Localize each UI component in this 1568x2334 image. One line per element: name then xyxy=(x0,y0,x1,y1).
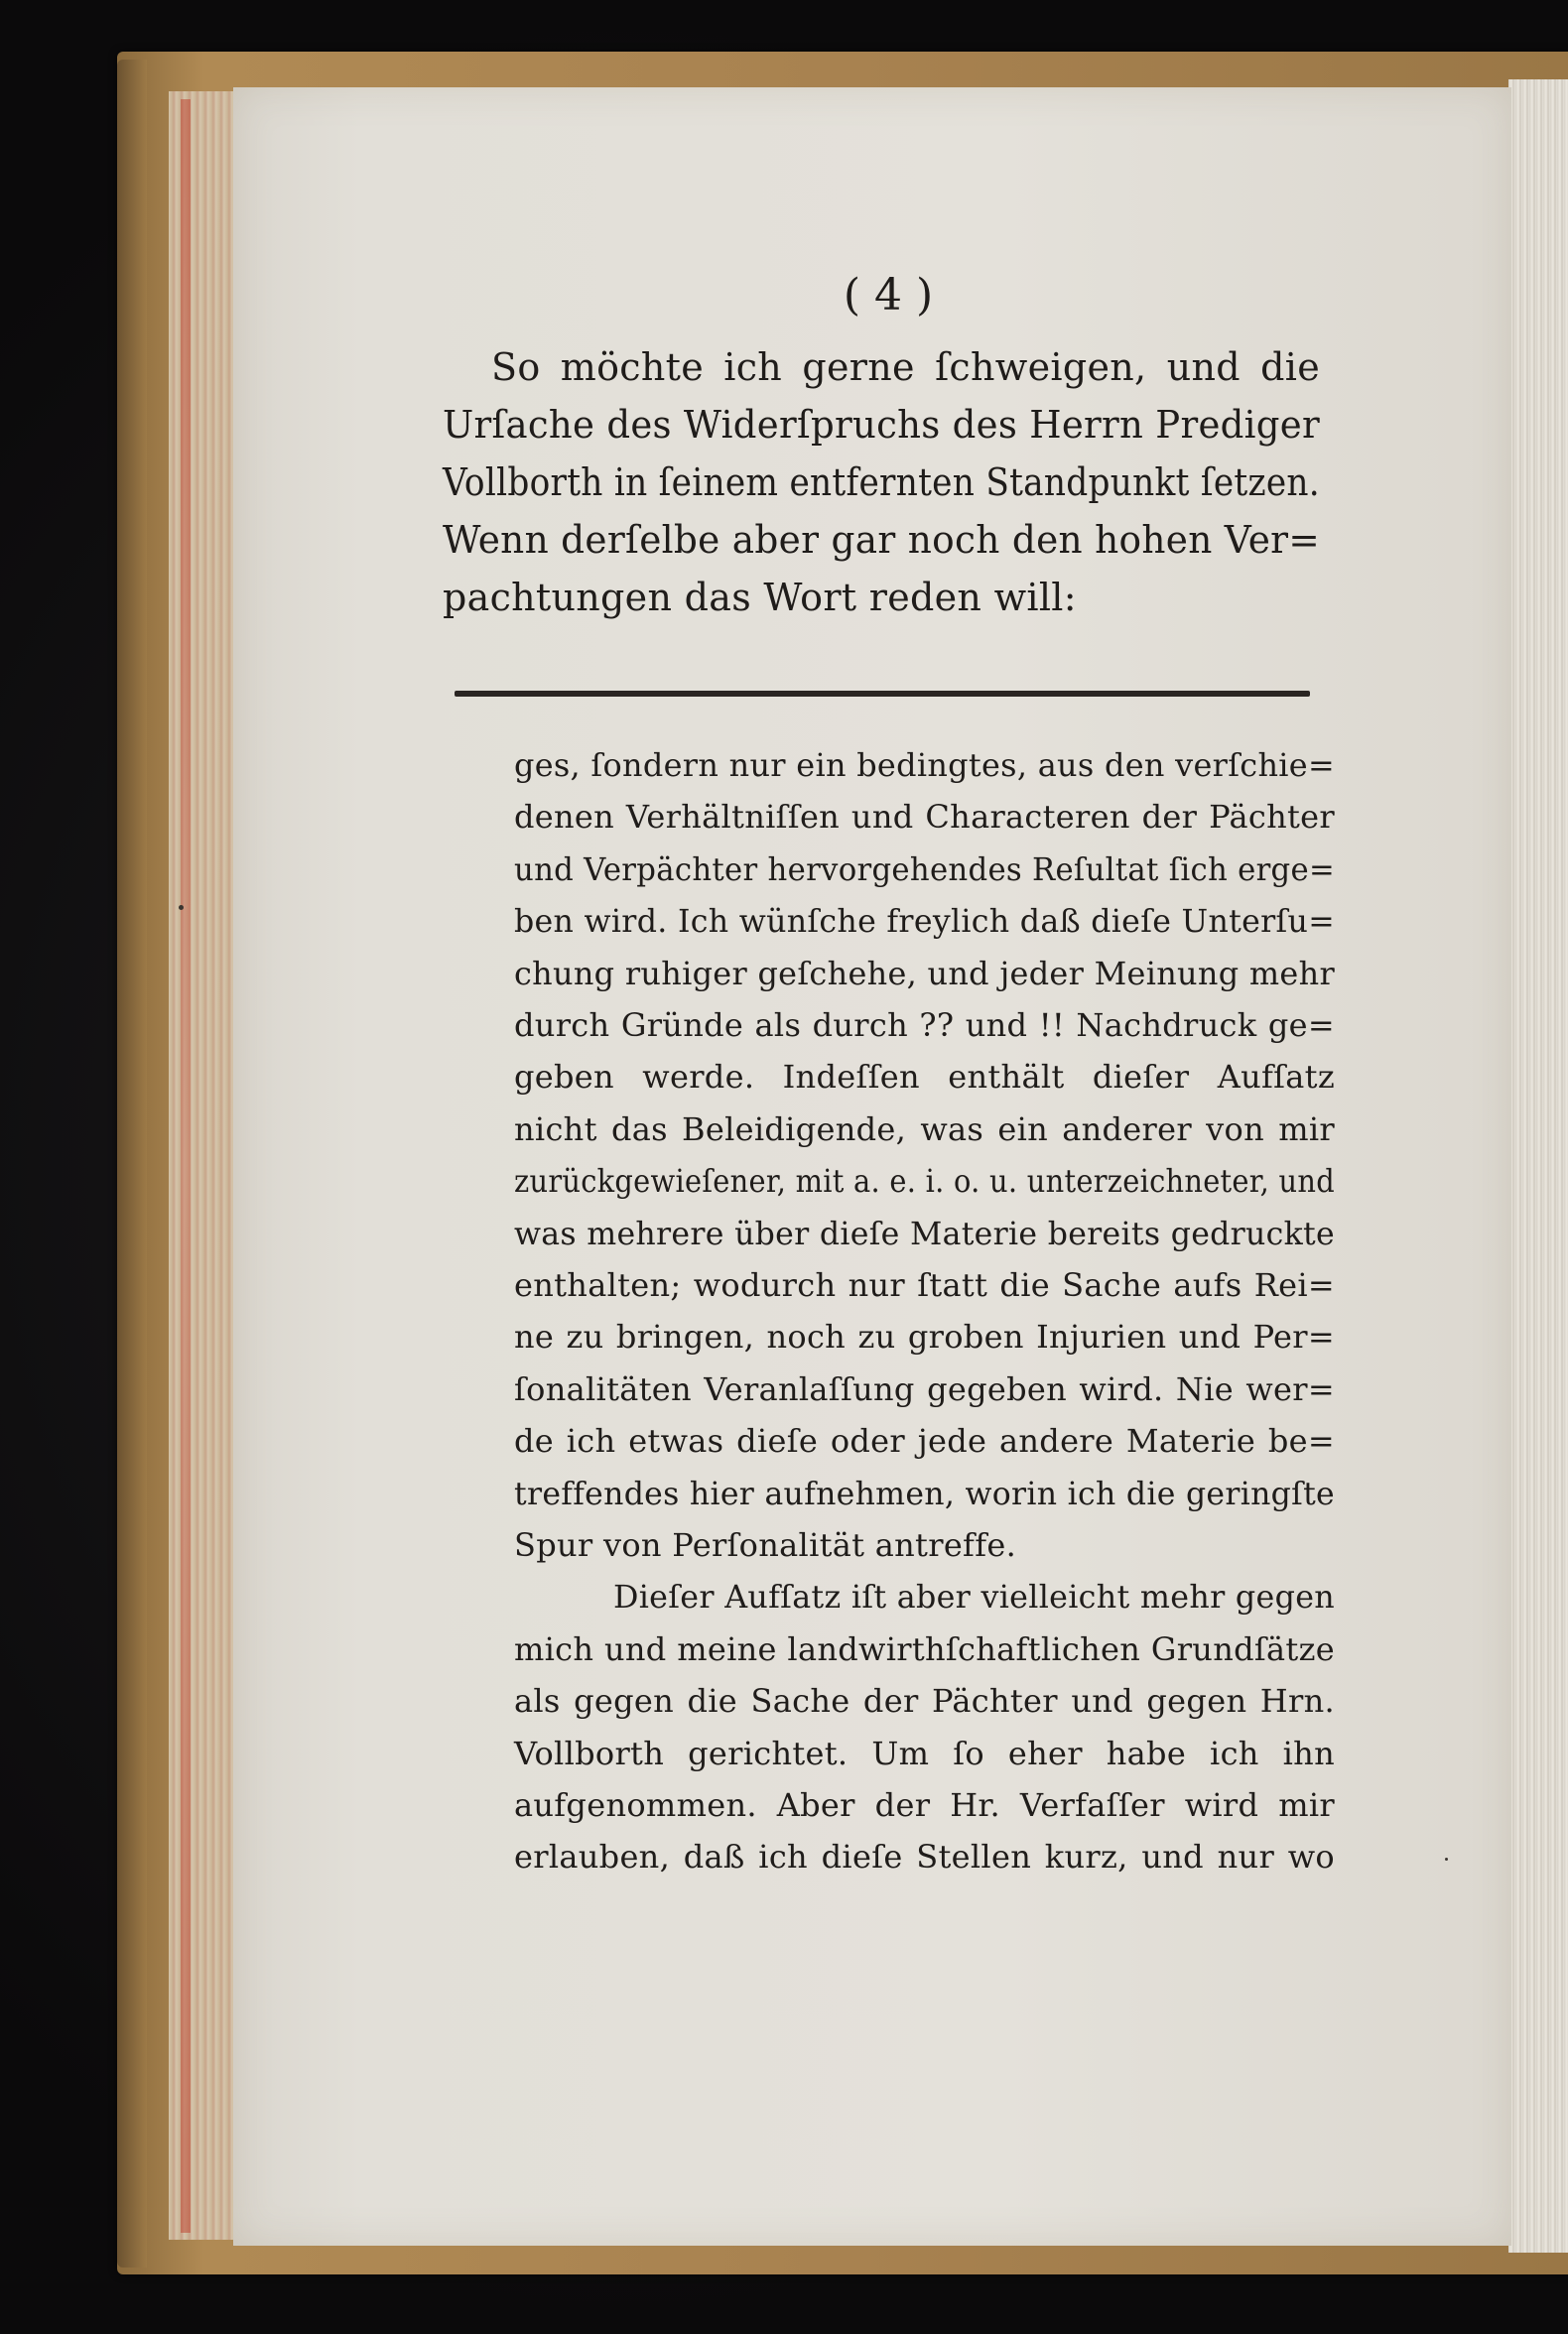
text-line: So möchte ich gerne ſchweigen, und die xyxy=(491,345,1320,389)
cover-edge xyxy=(117,60,147,2268)
text-line: nicht das Beleidigende, was ein anderer von mir xyxy=(514,1110,1335,1148)
text-line: ne zu bringen, noch zu groben Injurien und Per= xyxy=(514,1318,1335,1356)
text-line: pachtungen das Wort reden will: xyxy=(443,576,1077,619)
text-line: und Verpächter hervorgehendes Reſultat ſich erge= xyxy=(514,850,1335,888)
text-line: ſonalitäten Veranlaſſung gegeben wird. Nie wer= xyxy=(514,1370,1335,1408)
text-line: Vollborth in ſeinem entfernten Standpunkt ſetzen. xyxy=(443,460,1320,504)
text-line: Spur von Perſonalität antreffe. xyxy=(514,1526,1017,1564)
text-line: ges, ſondern nur ein bedingtes, aus den verſchie= xyxy=(514,746,1335,784)
red-page-edge xyxy=(181,99,191,2233)
text-line: Urſache des Widerſpruchs des Herrn Prediger xyxy=(443,403,1320,447)
text-line: was mehrere über dieſe Materie bereits gedruckte xyxy=(514,1215,1335,1252)
text-line: mich und meine landwirthſchaftlichen Grundſätze xyxy=(514,1630,1335,1668)
text-line: Wenn derſelbe aber gar noch den hohen Ver= xyxy=(443,518,1320,562)
page-edges-left xyxy=(169,91,238,2240)
text-line: denen Verhältniſſen und Characteren der Pächter xyxy=(514,798,1335,836)
text-line: treffendes hier aufnehmen, worin ich die geringſte xyxy=(514,1475,1335,1512)
page-number: ( 4 ) xyxy=(843,270,934,321)
text-line: chung ruhiger geſchehe, und jeder Meinung mehr xyxy=(514,955,1335,992)
text-line: ben wird. Ich wünſche freylich daß dieſe Unterſu= xyxy=(514,902,1335,940)
text-line: geben werde. Indeſſen enthält dieſer Aufſatz xyxy=(514,1058,1335,1096)
text-line: Dieſer Aufſatz iſt aber vielleicht mehr gegen xyxy=(613,1578,1335,1616)
separator-rule xyxy=(455,691,1310,697)
text-line: als gegen die Sache der Pächter und gegen Hrn. xyxy=(514,1682,1335,1720)
text-line: enthalten; wodurch nur ſtatt die Sache aufs Rei= xyxy=(514,1266,1335,1304)
page-speck xyxy=(1445,1858,1448,1861)
text-line: durch Gründe als durch ?? und !! Nachdruck ge= xyxy=(514,1006,1335,1044)
text-line: erlauben, daß ich dieſe Stellen kurz, und nur wo xyxy=(514,1838,1335,1876)
page-stack-right xyxy=(1508,79,1568,2253)
text-line: de ich etwas dieſe oder jede andere Materie be= xyxy=(514,1422,1335,1460)
text-line: zurückgewieſener, mit a. e. i. o. u. unterzeichneter, und xyxy=(514,1162,1335,1200)
page-speck xyxy=(179,905,184,910)
text-line: aufgenommen. Aber der Hr. Verfaſſer wird mir xyxy=(514,1786,1335,1824)
text-line: Vollborth gerichtet. Um ſo eher habe ich ihn xyxy=(514,1735,1335,1772)
